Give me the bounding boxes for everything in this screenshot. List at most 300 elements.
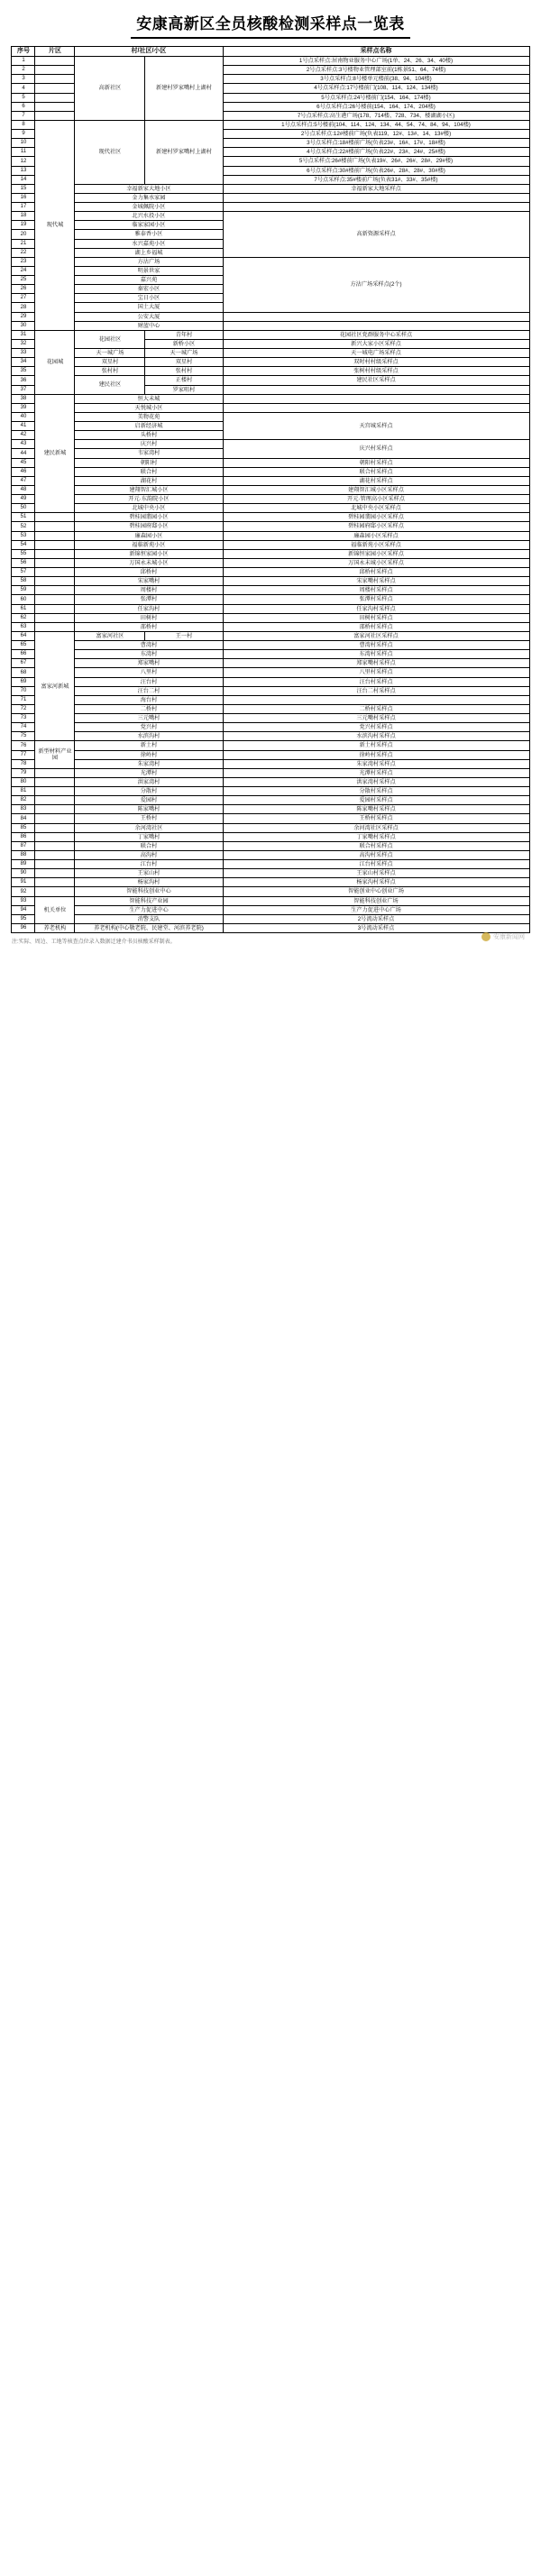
table-row <box>12 513 529 522</box>
cell-sampling-point: 邵桥村采样点 <box>223 622 529 631</box>
table-row <box>12 57 529 66</box>
row-index: 8 <box>12 120 35 129</box>
row-index: 23 <box>12 257 35 266</box>
cell-area <box>35 814 75 823</box>
sampling-points-table <box>11 46 529 933</box>
cell-sampling-point: 开元·管理高小区采样点 <box>223 495 529 504</box>
cell-village: 临家家园小区 <box>75 221 223 230</box>
cell-area <box>35 805 75 814</box>
cell-village: 庆兴村 <box>75 440 223 449</box>
cell-sampling-point: 3号点采样点:8号楼单元楼前(38、94、104楼) <box>223 75 529 84</box>
cell-village: 头桥村 <box>75 431 223 440</box>
cell-sampling-point: 邱桥村采样点 <box>223 568 529 577</box>
cell-subvillage: 新建村罗家嘴村上湖村 <box>145 120 223 184</box>
cell-sampling-point: 富家河社区采样点 <box>223 631 529 640</box>
table-row <box>12 467 529 476</box>
cell-sampling-point: 4号点采样点:22#楼前广场(负表22#、23#、24#、25#楼) <box>223 148 529 157</box>
row-index: 81 <box>12 787 35 796</box>
col-header-point: 采样点名称 <box>223 47 529 57</box>
cell-sampling-point: 北城中央小区采样点 <box>223 504 529 513</box>
cell-sampling-point <box>223 312 529 321</box>
cell-sampling-point: 3号流动采样点 <box>223 923 529 932</box>
cell-sampling-point: 3号点采样点:18#楼前广场(负表23#、16#、17#、18#楼) <box>223 139 529 148</box>
watermark <box>481 932 525 941</box>
cell-area <box>35 787 75 796</box>
cell-sampling-point: 廉森园小区采样点 <box>223 531 529 540</box>
row-index: 36 <box>12 376 35 385</box>
cell-area: 现代城 <box>35 120 75 330</box>
table-row <box>12 869 529 878</box>
table-row <box>12 841 529 850</box>
cell-sampling-point: 万国永未城小区采样点 <box>223 558 529 567</box>
table-row <box>12 923 529 932</box>
cell-village: 丁家嘴村 <box>75 832 223 841</box>
cell-sampling-point: 张树村村级采样点 <box>223 367 529 376</box>
table-body <box>12 57 529 933</box>
row-index: 34 <box>12 358 35 367</box>
row-index: 15 <box>12 184 35 193</box>
cell-village: 养老机构(中心敬老院、民建堂、河滨养老院) <box>75 923 223 932</box>
table-header-row <box>12 47 529 57</box>
cell-sampling-point: 周楼村采样点 <box>223 586 529 595</box>
table-row <box>12 695 529 704</box>
row-index: 13 <box>12 166 35 175</box>
cell-sampling-point: 智能科技创业广场 <box>223 896 529 905</box>
cell-village: 联合村 <box>75 841 223 850</box>
row-index: 19 <box>12 221 35 230</box>
row-index: 32 <box>12 339 35 348</box>
cell-sampling-point: 余河湾社区采样点 <box>223 823 529 832</box>
row-index: 76 <box>12 741 35 750</box>
cell-area <box>35 540 75 549</box>
table-row <box>12 540 529 549</box>
cell-sampling-point <box>223 403 529 412</box>
cell-village: 徐岭村 <box>75 750 223 759</box>
table-row <box>12 257 529 266</box>
row-index: 46 <box>12 467 35 476</box>
table-row <box>12 878 529 887</box>
row-index: 22 <box>12 248 35 257</box>
cell-area <box>35 513 75 522</box>
cell-village: 韦家湾村 <box>75 449 223 458</box>
table-row <box>12 193 529 202</box>
cell-area <box>35 75 75 84</box>
table-row <box>12 568 529 577</box>
cell-village: 张村村 <box>75 367 145 376</box>
cell-area <box>35 595 75 604</box>
cell-village: 二桥村 <box>75 704 223 713</box>
table-row <box>12 312 529 321</box>
cell-area <box>35 613 75 622</box>
row-index: 68 <box>12 668 35 677</box>
table-row <box>12 203 529 212</box>
cell-village: 三元嘴村 <box>75 714 223 723</box>
row-index: 85 <box>12 823 35 832</box>
cell-area <box>35 777 75 786</box>
cell-area: 花园城 <box>35 330 75 394</box>
table-row <box>12 522 529 531</box>
cell-area <box>35 832 75 841</box>
cell-area <box>35 841 75 850</box>
row-index: 35 <box>12 367 35 376</box>
cell-sampling-point <box>223 193 529 202</box>
row-index: 45 <box>12 458 35 467</box>
cell-village: 秦宏小区 <box>75 285 223 294</box>
cell-subvillage: 青年村 <box>145 330 223 339</box>
row-index: 56 <box>12 558 35 567</box>
cell-sampling-point: 碧桂园府邸小区采样点 <box>223 522 529 531</box>
cell-sampling-point: 6号点采样点:30#楼前广场(负表26#、28#、28#、30#楼) <box>223 166 529 175</box>
row-index: 60 <box>12 595 35 604</box>
table-row <box>12 650 529 659</box>
row-index: 90 <box>12 869 35 878</box>
cell-area <box>35 84 75 93</box>
table-row <box>12 558 529 567</box>
cell-village: 方沾广场 <box>75 257 223 266</box>
table-row <box>12 741 529 750</box>
cell-village: 邱桥村 <box>75 568 223 577</box>
col-header-index: 序号 <box>12 47 35 57</box>
cell-sampling-point: 新土村采样点 <box>223 741 529 750</box>
cell-sampling-point: 方沾广场采样点(2个) <box>223 257 529 312</box>
row-index: 38 <box>12 394 35 403</box>
cell-village: 富家河社区 <box>75 631 145 640</box>
cell-area <box>35 850 75 859</box>
row-index: 28 <box>12 303 35 312</box>
cell-village: 高新社区 <box>75 57 145 121</box>
row-index: 44 <box>12 449 35 458</box>
cell-village: 天一城广场 <box>75 349 145 358</box>
table-row <box>12 714 529 723</box>
row-index: 80 <box>12 777 35 786</box>
watermark-logo-icon <box>481 932 491 941</box>
document-page <box>0 0 541 945</box>
cell-village: 八里村 <box>75 668 223 677</box>
cell-sampling-point: 水滨沟村采样点 <box>223 732 529 741</box>
cell-subvillage: 正楼村 <box>145 376 223 385</box>
cell-sampling-point: 2号点采样点:3号楼物业管理部室前(1栋景51、64、74楼) <box>223 66 529 75</box>
row-index: 52 <box>12 522 35 531</box>
table-row <box>12 184 529 193</box>
row-index: 11 <box>12 148 35 157</box>
cell-village: 建翔智汇城小区 <box>75 485 223 494</box>
cell-village: 联合村 <box>75 467 223 476</box>
row-index: 73 <box>12 714 35 723</box>
cell-sampling-point: 洪家湾村采样点 <box>223 777 529 786</box>
cell-area <box>35 111 75 120</box>
row-index: 83 <box>12 805 35 814</box>
cell-area <box>35 887 75 896</box>
row-index: 62 <box>12 613 35 622</box>
row-index: 94 <box>12 905 35 914</box>
cell-sampling-point: 朱家湾村采样点 <box>223 759 529 768</box>
table-row <box>12 631 529 640</box>
cell-sampling-point <box>223 203 529 212</box>
row-index: 57 <box>12 568 35 577</box>
cell-sampling-point: 4号点采样点:17号楼前门(108、114、124、134楼) <box>223 84 529 93</box>
cell-sampling-point: 宋家嘴村采样点 <box>223 577 529 586</box>
row-index: 39 <box>12 403 35 412</box>
title-container <box>0 0 541 46</box>
cell-area <box>35 622 75 631</box>
cell-area <box>35 604 75 613</box>
table-row <box>12 440 529 449</box>
col-header-village: 村/社区/小区 <box>75 47 223 57</box>
cell-sampling-point: 联合村采样点 <box>223 467 529 476</box>
cell-sampling-point: 建民社区采样点 <box>223 376 529 385</box>
row-index: 9 <box>12 130 35 139</box>
cell-sampling-point: 碧桂园翡园小区采样点 <box>223 513 529 522</box>
row-index: 92 <box>12 887 35 896</box>
row-index: 3 <box>12 75 35 84</box>
cell-village: 宋家嘴村 <box>75 577 223 586</box>
cell-sampling-point: 湖花村采样点 <box>223 476 529 485</box>
cell-village: 郑家嘴村 <box>75 659 223 668</box>
row-index: 17 <box>12 203 35 212</box>
cell-area <box>35 869 75 878</box>
cell-area <box>35 522 75 531</box>
table-row <box>12 330 529 339</box>
cell-village: 北城中央小区 <box>75 504 223 513</box>
cell-village: 公安大厦 <box>75 312 223 321</box>
cell-sampling-point: 曹湾村采样点 <box>223 641 529 650</box>
cell-sampling-point: 高新资源采样点 <box>223 212 529 258</box>
cell-sampling-point: 二桥村采样点 <box>223 704 529 713</box>
cell-area: 机关单位 <box>35 896 75 923</box>
cell-village: 雅泰香小区 <box>75 230 223 239</box>
cell-village: 双星村 <box>75 358 145 367</box>
cell-sampling-point: 7号点采样点:高生港广场(178、714楼、728、734、楼湖湖小区) <box>223 111 529 120</box>
row-index: 30 <box>12 321 35 330</box>
cell-sampling-point: 5号点采样点:24号楼前门(154、164、174楼) <box>223 93 529 102</box>
cell-area: 新型材料产业园 <box>35 741 75 768</box>
cell-sampling-point: 爱园村采样点 <box>223 796 529 805</box>
page-title: 安康高新区全员核酸检测采样点一览表 <box>131 9 410 39</box>
cell-village: 分散村 <box>75 787 223 796</box>
cell-sampling-point: 任家沟村采样点 <box>223 604 529 613</box>
table-row <box>12 787 529 796</box>
cell-subvillage: 天一城广场 <box>145 349 223 358</box>
cell-sampling-point: 花园社区党群服务中心采样点 <box>223 330 529 339</box>
cell-sampling-point: 智能创业中心创业广场 <box>223 887 529 896</box>
table-row <box>12 321 529 330</box>
cell-sampling-point: 2号点采样点:12#楼前广场(负表119、12#、13#、14、13#楼) <box>223 130 529 139</box>
table-row <box>12 403 529 412</box>
cell-subvillage: 新桥小区 <box>145 339 223 348</box>
table-row <box>12 905 529 914</box>
cell-village: 汪台村 <box>75 677 223 686</box>
row-index: 78 <box>12 759 35 768</box>
table-row <box>12 850 529 859</box>
cell-sampling-point: 6号点采样点:26号楼前(154、164、174、204楼) <box>223 102 529 111</box>
cell-sampling-point: 党兴村采样点 <box>223 723 529 732</box>
cell-sampling-point: 八里村采样点 <box>223 668 529 677</box>
row-index: 86 <box>12 832 35 841</box>
cell-subvillage: 罗家咀村 <box>145 385 223 394</box>
row-index: 93 <box>12 896 35 905</box>
cell-village: 碧桂园翡园小区 <box>75 513 223 522</box>
row-index: 89 <box>12 860 35 869</box>
cell-sampling-point: 1号点采样点:5号楼前(104、114、124、134、44、54、74、84、94、104楼) <box>223 120 529 129</box>
cell-sampling-point: 汪台村采样点 <box>223 677 529 686</box>
row-index: 51 <box>12 513 35 522</box>
cell-village: 智能科技产业园 <box>75 896 223 905</box>
row-index: 4 <box>12 84 35 93</box>
row-index: 66 <box>12 650 35 659</box>
table-row <box>12 887 529 896</box>
table-row <box>12 622 529 631</box>
row-index: 33 <box>12 349 35 358</box>
cell-village: 爱园村 <box>75 796 223 805</box>
cell-sampling-point <box>223 695 529 704</box>
cell-area <box>35 57 75 66</box>
cell-sampling-point: 5号点采样点:26#楼前广场(负表19#、26#、26#、28#、29#楼) <box>223 157 529 166</box>
row-index: 16 <box>12 193 35 202</box>
cell-sampling-point: 7号点采样点:35#楼前广场(负表31#、33#、35#楼) <box>223 175 529 184</box>
row-index: 24 <box>12 266 35 275</box>
cell-sampling-point: 高沟村采样点 <box>223 850 529 859</box>
table-row <box>12 367 529 376</box>
cell-village: 光潭村 <box>75 768 223 777</box>
cell-subvillage: 新建村罗家嘴村上湖村 <box>145 57 223 121</box>
cell-area <box>35 531 75 540</box>
cell-area <box>35 823 75 832</box>
row-index: 59 <box>12 586 35 595</box>
cell-village: 生产力促进中心 <box>75 905 223 914</box>
cell-village: 宝日小区 <box>75 294 223 303</box>
cell-sampling-point: 田树村采样点 <box>223 613 529 622</box>
cell-village: 湖上乡福城 <box>75 248 223 257</box>
table-row <box>12 120 529 129</box>
table-row <box>12 358 529 367</box>
cell-sampling-point: 东湾村采样点 <box>223 650 529 659</box>
cell-village: 张潭村 <box>75 595 223 604</box>
footnote: 注:实际、周边、工地等核查点位录入数据迁建介书员核酸采样制表。 <box>12 940 176 946</box>
table-row <box>12 796 529 805</box>
cell-village: 现代社区 <box>75 120 145 184</box>
cell-village: 曹湾村 <box>75 641 223 650</box>
row-index: 6 <box>12 102 35 111</box>
cell-village: 天悦城小区 <box>75 403 223 412</box>
table-row <box>12 212 529 221</box>
cell-village: 邵桥村 <box>75 622 223 631</box>
col-header-area: 片区 <box>35 47 75 57</box>
table-row <box>12 376 529 385</box>
table-row <box>12 595 529 604</box>
cell-sampling-point: 天一城电广场采样点 <box>223 349 529 358</box>
table-row <box>12 768 529 777</box>
cell-village: 消警支队 <box>75 914 223 923</box>
row-index: 40 <box>12 412 35 421</box>
cell-village: 王家山村 <box>75 869 223 878</box>
row-index: 91 <box>12 878 35 887</box>
cell-area <box>35 796 75 805</box>
cell-village: 王桥村 <box>75 814 223 823</box>
cell-sampling-point: 王家山村采样点 <box>223 869 529 878</box>
cell-sampling-point: 徐岭村采样点 <box>223 750 529 759</box>
cell-village: 国土大厦 <box>75 303 223 312</box>
row-index: 55 <box>12 549 35 558</box>
cell-subvillage: 张村村 <box>145 367 223 376</box>
cell-area: 养老机构 <box>35 923 75 932</box>
row-index: 49 <box>12 495 35 504</box>
row-index: 74 <box>12 723 35 732</box>
cell-sampling-point: 2号流动采样点 <box>223 914 529 923</box>
cell-sampling-point: 丁家嘴村采样点 <box>223 832 529 841</box>
table-row <box>12 604 529 613</box>
cell-sampling-point: 生产力促进中心广场 <box>223 905 529 914</box>
cell-area: 富家河新城 <box>35 631 75 741</box>
table-row <box>12 586 529 595</box>
cell-village: 汪台二村 <box>75 686 223 695</box>
row-index: 88 <box>12 850 35 859</box>
row-index: 54 <box>12 540 35 549</box>
cell-area <box>35 66 75 75</box>
row-index: 47 <box>12 476 35 485</box>
cell-village: 金城佩院小区 <box>75 203 223 212</box>
cell-village: 万国永未城小区 <box>75 558 223 567</box>
row-index: 72 <box>12 704 35 713</box>
cell-village: 碧桂园府邸小区 <box>75 522 223 531</box>
row-index: 82 <box>12 796 35 805</box>
row-index: 71 <box>12 695 35 704</box>
row-index: 20 <box>12 230 35 239</box>
cell-village: 福临新苑小区 <box>75 540 223 549</box>
cell-village: 财蓝中心 <box>75 321 223 330</box>
cell-area <box>35 586 75 595</box>
cell-village: 美物花苑 <box>75 412 223 421</box>
row-index: 29 <box>12 312 35 321</box>
cell-subvillage: 王一村 <box>145 631 223 640</box>
row-index: 67 <box>12 659 35 668</box>
table-row <box>12 577 529 586</box>
cell-village: 江台村 <box>75 860 223 869</box>
row-index: 10 <box>12 139 35 148</box>
cell-village: 周楼村 <box>75 586 223 595</box>
cell-village: 水兴嘉苑小区 <box>75 239 223 248</box>
cell-village: 水滨沟村 <box>75 732 223 741</box>
cell-village: 东湾村 <box>75 650 223 659</box>
cell-village: 金力集水家园 <box>75 193 223 202</box>
row-index: 87 <box>12 841 35 850</box>
cell-village: 明景世家 <box>75 266 223 275</box>
row-index: 61 <box>12 604 35 613</box>
table-row <box>12 659 529 668</box>
cell-area <box>35 558 75 567</box>
row-index: 96 <box>12 923 35 932</box>
row-index: 37 <box>12 385 35 394</box>
row-index: 77 <box>12 750 35 759</box>
cell-village: 新锦恒家园小区 <box>75 549 223 558</box>
cell-village: 高沟村 <box>75 850 223 859</box>
table-row <box>12 485 529 494</box>
cell-village: 花园社区 <box>75 330 145 348</box>
row-index: 41 <box>12 422 35 431</box>
cell-sampling-point: 福临新苑小区采样点 <box>223 540 529 549</box>
cell-subvillage: 双星村 <box>145 358 223 367</box>
table-row <box>12 750 529 759</box>
cell-sampling-point: 庆兴村采样点 <box>223 440 529 458</box>
cell-village: 启新经济城 <box>75 422 223 431</box>
row-index: 5 <box>12 93 35 102</box>
table-row <box>12 613 529 622</box>
row-index: 42 <box>12 431 35 440</box>
row-index: 69 <box>12 677 35 686</box>
table-row <box>12 531 529 540</box>
table-row <box>12 677 529 686</box>
cell-sampling-point: 杨家沟村采样点 <box>223 878 529 887</box>
watermark-label: 安康新闻网 <box>493 934 525 941</box>
